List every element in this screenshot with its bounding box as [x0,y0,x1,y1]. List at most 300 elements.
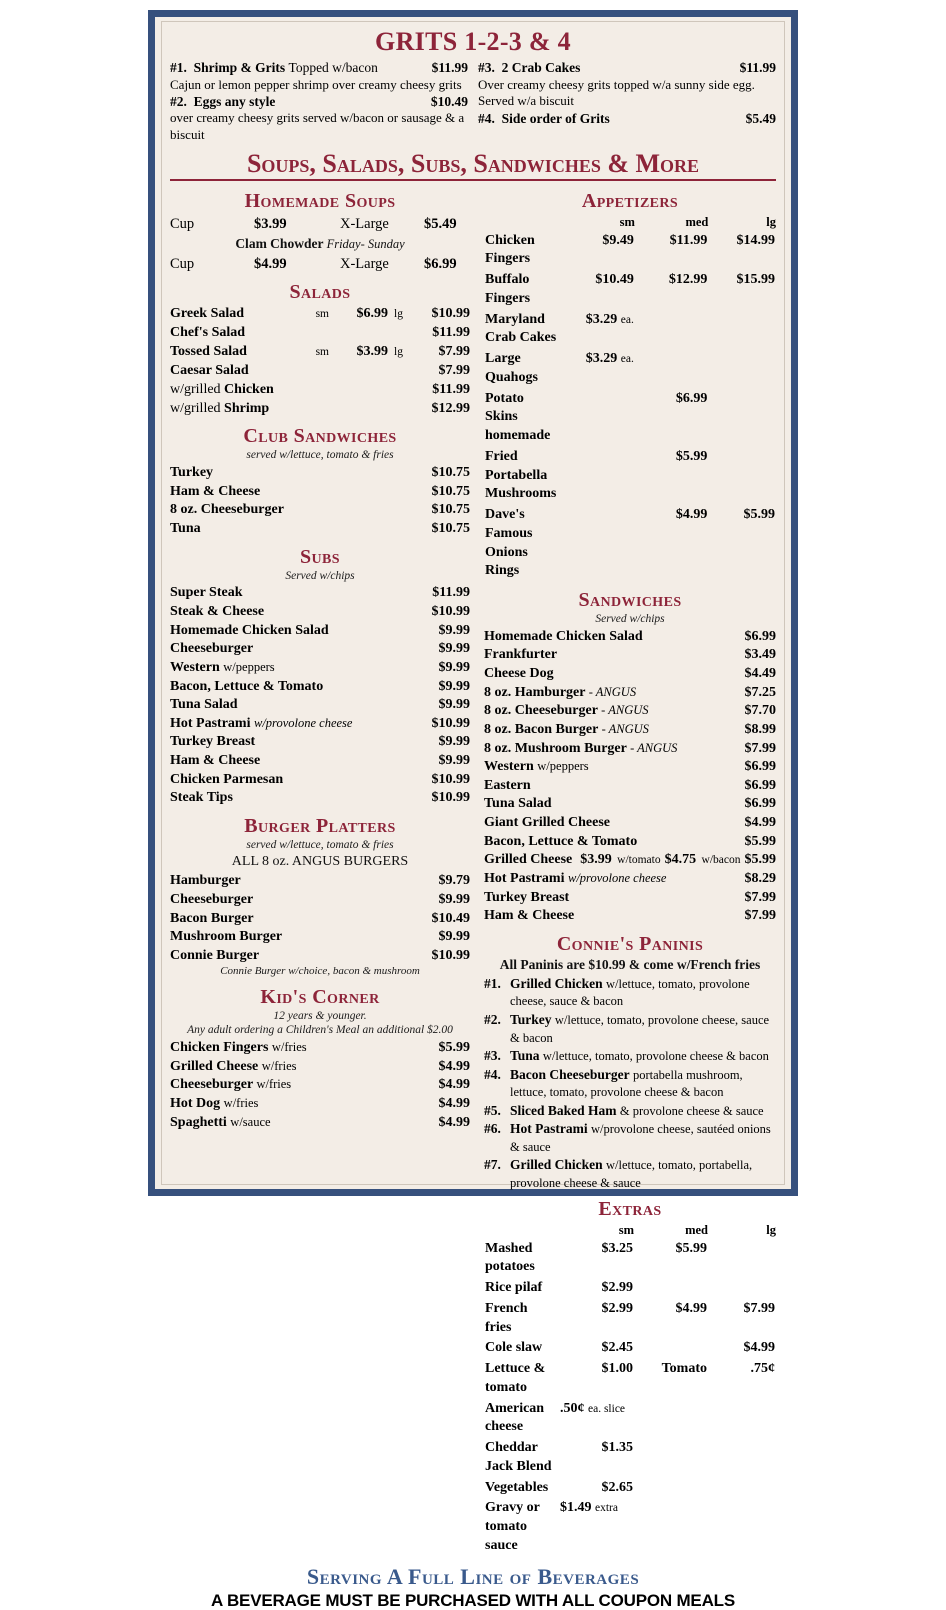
item-name: Cheddar Jack Blend [485,1440,552,1474]
subs-title: Subs [300,545,340,568]
grits-item-price: $10.49 [430,94,468,110]
item-name: Chicken Parmesan [170,771,284,787]
salad-price1: $3.99 [356,343,388,359]
club-sandwiches-title: Club Sandwiches [243,425,397,448]
salad-name: Caesar Salad [170,362,249,378]
item-price: $6.99 [744,777,776,793]
table-row [484,349,776,389]
item-price: $10.99 [431,790,470,806]
salad-row [170,362,470,381]
item-price: $10.99 [431,771,470,787]
tomato-price: .75¢ [750,1361,775,1377]
menu-item [170,789,470,808]
price-med: $4.99 [675,1300,707,1316]
menu-item [170,464,470,483]
menu-item [170,622,470,641]
item-name: Gravy or tomato sauce [485,1500,540,1553]
item-name: Turkey [170,465,214,481]
col-header-med: med [685,215,709,230]
col-header-lg: lg [766,215,776,230]
table-row [484,1359,776,1399]
panini-num: #3. [484,1048,501,1064]
salad-size2: lg [394,308,403,321]
burgers-list [170,872,470,965]
soup-size-label: Cup [170,216,195,233]
menu-item [484,777,776,796]
salad-row [170,324,470,343]
grits-item-light: Topped w/bacon [288,60,378,76]
salad-price2: $7.99 [438,362,470,378]
panini-desc: & provolone cheese & sauce [619,1103,764,1118]
menu-item [170,891,470,910]
item-price: $4.99 [438,1077,470,1093]
panini-item [484,1066,776,1101]
paninis-list [484,975,776,1192]
item-price: $8.99 [744,721,776,737]
menu-item [484,795,776,814]
item-name: Turkey Breast [484,889,570,905]
menu-item [484,833,776,852]
item-name: Turkey Breast [170,734,256,750]
price-sm: $3.29 ea. [585,351,634,367]
clam-chowder-days: Friday- Sunday [326,236,405,251]
item-name: Ham & Cheese [484,908,575,924]
grits-item-desc: Over creamy cheesy grits topped w/a sunny side egg. Served w/a biscuit [478,76,755,109]
table-row [484,1478,776,1499]
panini-num: #4. [484,1066,501,1082]
panini-item [484,975,776,1010]
burgers-note: served w/lettuce, tomato & fries [246,838,394,851]
item-name: Ham & Cheese [170,483,261,499]
menu-item [170,678,470,697]
grits-item [478,59,776,76]
kids-list [170,1039,470,1132]
price-med: $11.99 [669,232,708,248]
grits-section [170,59,776,143]
salad-size1: sm [315,345,329,358]
salad-addon-name: Shrimp [224,400,270,416]
soup-price: $4.99 [254,255,287,272]
item-note: w/peppers [537,759,589,774]
menu-item [170,659,470,678]
price-sm: $1.35 [601,1440,633,1456]
item-note: w/fries [256,1077,292,1092]
col-header-sm: sm [619,215,635,230]
menu-item [484,889,776,908]
paninis-note: All Paninis are $10.99 & come w/French fries [499,956,761,972]
grits-item-name: Shrimp & Grits [193,60,286,76]
sandwiches-title: Sandwiches [578,589,682,612]
item-name: Homemade Chicken Salad [170,622,329,638]
item-name: Large Quahogs [485,351,538,385]
table-row [484,389,776,447]
menu-item [484,814,776,833]
item-price: $10.75 [431,521,470,537]
menu-item [484,665,776,684]
salad-addon-label: w/grilled Chicken [170,381,274,397]
panini-num: #1. [484,975,501,991]
salad-price2: $11.99 [432,324,470,340]
item-price: $3.99 [580,852,612,868]
item-name: Tuna Salad [170,697,238,713]
item-price: $9.99 [438,697,470,713]
item-name: Chicken Fingers [485,232,535,267]
burgers-footnote: Connie Burger w/choice, bacon & mushroom [220,965,420,978]
item-note: w/fries [261,1058,297,1073]
grits-item-price: $11.99 [431,60,468,76]
price-lg: $14.99 [736,232,775,248]
menu-item [170,1114,470,1133]
price-sm: $1.00 [601,1361,633,1377]
item-name: Dave's Famous Onions Rings [485,507,533,579]
item-note: w/provolone cheese [253,715,353,730]
item-name: Lettuce & tomato [485,1361,546,1395]
menu-item [484,721,776,740]
grits-item [170,93,468,110]
soup-size-label: Cup [170,255,195,272]
grits-item-name: Eggs any style [193,94,276,110]
price-lg: $7.99 [743,1300,775,1316]
menu-item [484,702,776,721]
price-sm: $3.29 ea. [585,311,634,327]
section-band-title: Soups, Salads, Subs, Sandwiches & More [170,150,776,182]
right-column [484,183,776,1556]
grits-item-num: #1. [170,60,187,76]
salad-size1: sm [315,308,329,321]
item-name: Spaghetti [170,1114,227,1130]
price-lg: $4.99 [743,1340,775,1356]
panini-num: #7. [484,1157,501,1173]
item-price: $6.99 [744,796,776,812]
item-name: Homemade Chicken Salad [484,628,643,644]
item-name: Cheeseburger [170,641,254,657]
grilled-cheese-opt2-price: $5.99 [744,852,776,868]
item-name: Tuna Salad [484,796,552,812]
item-name: Mashed potatoes [485,1240,535,1275]
club-list [170,464,470,538]
panini-desc: w/lettuce, tomato, provolone cheese, sauce & bacon [510,976,750,1009]
item-name: Hot Dog [170,1096,221,1112]
panini-name: Turkey [510,1012,552,1028]
item-price: $6.99 [744,759,776,775]
menu-item [170,483,470,502]
tomato-label: Tomato [661,1361,707,1377]
panini-item [484,1047,776,1065]
table-row [484,1399,776,1439]
grits-right-column [478,59,776,143]
menu-item [170,715,470,734]
item-name: Western [170,659,220,675]
menu-item [170,1076,470,1095]
salad-addon-name: Chicken [224,381,274,397]
menu-item [170,872,470,891]
price-unit: ea. [620,313,634,326]
menu-item [170,733,470,752]
item-name: Hot Pastrami [484,870,565,886]
soup-row [170,214,470,234]
price-sm: $10.49 [595,272,634,288]
grits-item-desc: Cajun or lemon pepper shrimp over creamy cheesy grits [170,76,462,92]
item-price: $4.99 [438,1096,470,1112]
salad-price1: $6.99 [356,306,388,322]
menu-columns [170,183,776,1556]
item-price: $10.99 [431,604,470,620]
item-note: w/peppers [223,659,275,674]
beverages-line: Serving A Full Line of Beverages [306,1563,640,1589]
panini-name: Grilled Chicken [510,975,603,991]
item-name: Frankfurter [484,647,558,663]
item-name: Hot Pastrami [170,715,251,731]
salad-price2: $10.99 [431,306,470,322]
price-lg: $15.99 [736,272,775,288]
price-med: $4.99 [675,507,708,523]
col-header-lg: lg [766,1223,776,1238]
grilled-cheese-opt1-label: w/tomato [617,854,661,867]
item-name: Cheese Dog [484,666,554,682]
menu-frame [148,10,798,1610]
item-name: Giant Grilled Cheese [484,814,610,830]
panini-desc: w/lettuce, tomato, provolone cheese, sauce & bacon [510,1013,770,1045]
grits-item-num: #2. [170,94,187,110]
panini-name: Hot Pastrami [510,1121,588,1137]
paninis-title: Connie's Paninis [556,932,704,955]
menu-item [484,758,776,777]
item-name: Mushroom Burger [170,929,283,945]
menu-item [170,1058,470,1077]
kids-note2: Any adult ordering a Children's Meal an additional $2.00 [187,1024,453,1037]
item-name: 8 oz. Bacon Burger [484,721,599,737]
item-price: $10.75 [431,465,470,481]
item-price: $4.99 [744,814,776,830]
table-row [484,1278,776,1299]
panini-desc: portabella mushroom, lettuce, tomato, provolone cheese & bacon [510,1067,743,1100]
table-row [484,1299,776,1339]
grits-item-price: $5.49 [745,110,776,126]
grits-item-num: #3. [478,60,495,76]
extras-table [484,1222,776,1556]
item-name: Western [484,759,534,775]
table-row [484,447,776,505]
price-sm: $2.65 [601,1479,633,1495]
item-price: $9.99 [438,752,470,768]
price-unit: extra [595,1502,618,1515]
soup-size2-label: X-Large [340,216,389,233]
item-price: $10.99 [431,947,470,963]
item-name: Maryland Crab Cakes [485,311,557,346]
menu-item [170,603,470,622]
table-row [484,1498,776,1556]
panini-num: #5. [484,1102,501,1118]
item-name: Bacon Burger [170,910,254,926]
clam-chowder-name: Clam Chowder [235,235,324,251]
price-unit: ea. slice [588,1402,626,1415]
item-name: Potato Skins homemade [485,390,551,444]
menu-item [484,684,776,703]
price-sm: .50¢ ea. slice [560,1400,626,1416]
salad-row [170,305,470,324]
salad-row [170,381,470,400]
panini-num: #6. [484,1121,501,1137]
price-med: $12.99 [668,272,708,288]
salad-name: Greek Salad [170,306,245,322]
item-note: w/sauce [230,1114,271,1129]
soup-price: $3.99 [254,216,287,233]
item-price: $10.75 [431,483,470,499]
subs-list [170,584,470,807]
item-name: Ham & Cheese [170,752,261,768]
appetizers-header-row [484,214,776,230]
table-row [484,505,776,582]
panini-num: #2. [484,1012,501,1028]
salads-title: Salads [289,281,351,304]
price-med: $5.99 [675,448,708,464]
item-name: Hamburger [170,873,241,889]
menu-item [170,501,470,520]
item-price: $9.79 [438,873,470,889]
club-note: served w/lettuce, tomato & fries [246,449,394,462]
price-med: $6.99 [675,390,708,406]
item-note: - ANGUS [588,684,637,699]
item-price: $7.99 [744,889,776,905]
menu-inner-border [161,21,785,1610]
menu-item [170,771,470,790]
menu-item [484,628,776,647]
item-name: Grilled Cheese [484,852,573,868]
soup-row [170,254,470,274]
price-sm: $1.49 extra [560,1500,618,1516]
item-name: 8 oz. Cheeseburger [170,502,284,518]
item-price: $10.99 [431,715,470,731]
panini-name: Sliced Baked Ham [510,1102,617,1118]
grits-item [478,110,776,127]
item-price: $9.99 [438,929,470,945]
item-name: Vegetables [485,1479,549,1495]
item-price: $7.99 [744,908,776,924]
item-price: $4.99 [438,1114,470,1130]
item-name: Bacon, Lettuce & Tomato [170,678,324,694]
menu-item [170,1039,470,1058]
price-sm: $2.45 [601,1340,633,1356]
appetizers-table [484,214,776,582]
panini-desc: w/lettuce, tomato, provolone cheese & bacon [542,1049,769,1064]
salad-addon-price: $12.99 [431,400,470,416]
salad-row [170,400,470,419]
price-lg: $5.99 [743,507,775,523]
item-price: $5.99 [744,833,776,849]
item-price: $7.25 [744,684,776,700]
salad-addon-label: w/grilled Shrimp [170,400,270,416]
soups-title: Homemade Soups [244,190,396,213]
grits-item-price: $11.99 [739,60,776,76]
item-name: Cheeseburger [170,1077,253,1093]
menu-item [484,907,776,926]
item-name: Rice pilaf [485,1280,543,1296]
salad-size2: lg [394,345,403,358]
grits-item-name: 2 Crab Cakes [501,60,581,76]
panini-item [484,1102,776,1120]
item-name: Tuna [170,521,201,537]
item-price: $6.99 [744,628,776,644]
grilled-cheese-opt2-label: w/bacon [701,854,741,867]
item-name: 8 oz. Cheeseburger [484,703,598,719]
menu-item [170,928,470,947]
item-price: $9.99 [438,659,470,675]
item-price: $7.70 [744,703,776,719]
price-sm: $2.99 [601,1300,633,1316]
panini-item [484,1011,776,1046]
item-name: American cheese [485,1400,545,1435]
item-name: Super Steak [170,585,243,601]
price-med: $5.99 [675,1240,707,1256]
item-price: $9.99 [438,678,470,694]
item-name: Cheeseburger [170,891,254,907]
col-header-med: med [685,1223,708,1238]
panini-name: Tuna [510,1048,540,1064]
item-price: $4.49 [744,666,776,682]
kids-corner-title: Kid's Corner [260,985,380,1008]
table-row [484,231,776,271]
item-price: $3.49 [744,647,776,663]
item-note: w/fries [271,1040,307,1055]
panini-item [484,1120,776,1155]
grilled-cheese-row [484,851,776,870]
salad-name: Chef's Salad [170,324,246,340]
menu-item [484,740,776,759]
panini-desc: w/provolone cheese, sautéed onions & sauce [510,1122,771,1154]
item-name: 8 oz. Mushroom Burger [484,740,627,756]
item-price: $5.99 [438,1040,470,1056]
menu-item [170,1095,470,1114]
table-row [484,270,776,310]
item-price: $4.99 [438,1058,470,1074]
panini-name: Grilled Chicken [510,1157,603,1173]
panini-desc: w/lettuce, tomato, portabella, provolone cheese & sauce [510,1158,753,1190]
soup-price2: $5.49 [424,216,457,233]
menu-item [170,752,470,771]
item-name: Steak Tips [170,790,233,806]
item-price: $10.75 [431,502,470,518]
grits-title: GRITS 1-2-3 & 4 [375,27,571,56]
item-price: $9.99 [438,641,470,657]
item-price: $10.49 [431,910,470,926]
burger-platters-title: Burger Platters [244,814,396,837]
item-note: w/provolone cheese [567,870,667,885]
menu-item [170,520,470,539]
menu-item [484,646,776,665]
item-name: Cole slaw [485,1340,543,1356]
item-name: Connie Burger [170,947,260,963]
item-price: $7.99 [744,740,776,756]
menu-item [484,870,776,889]
item-name: Buffalo Fingers [485,272,531,306]
item-note: w/fries [223,1096,259,1111]
price-unit: ea. [620,353,634,366]
salads-list [170,305,470,418]
menu-item [170,696,470,715]
extras-header-row [484,1222,776,1238]
subs-note: Served w/chips [285,569,355,582]
salad-addon-price: $11.99 [432,381,470,397]
panini-name: Bacon Cheeseburger [510,1066,630,1082]
table-row [484,310,776,350]
price-sm: $2.99 [601,1280,633,1296]
item-price: $11.99 [432,585,470,601]
table-row [484,1438,776,1478]
item-name: French fries [485,1300,528,1335]
coupon-notice: A BEVERAGE MUST BE PURCHASED WITH ALL COUPON MEALS [211,1590,735,1610]
col-header-sm: sm [618,1223,634,1238]
item-price: $9.99 [438,891,470,907]
